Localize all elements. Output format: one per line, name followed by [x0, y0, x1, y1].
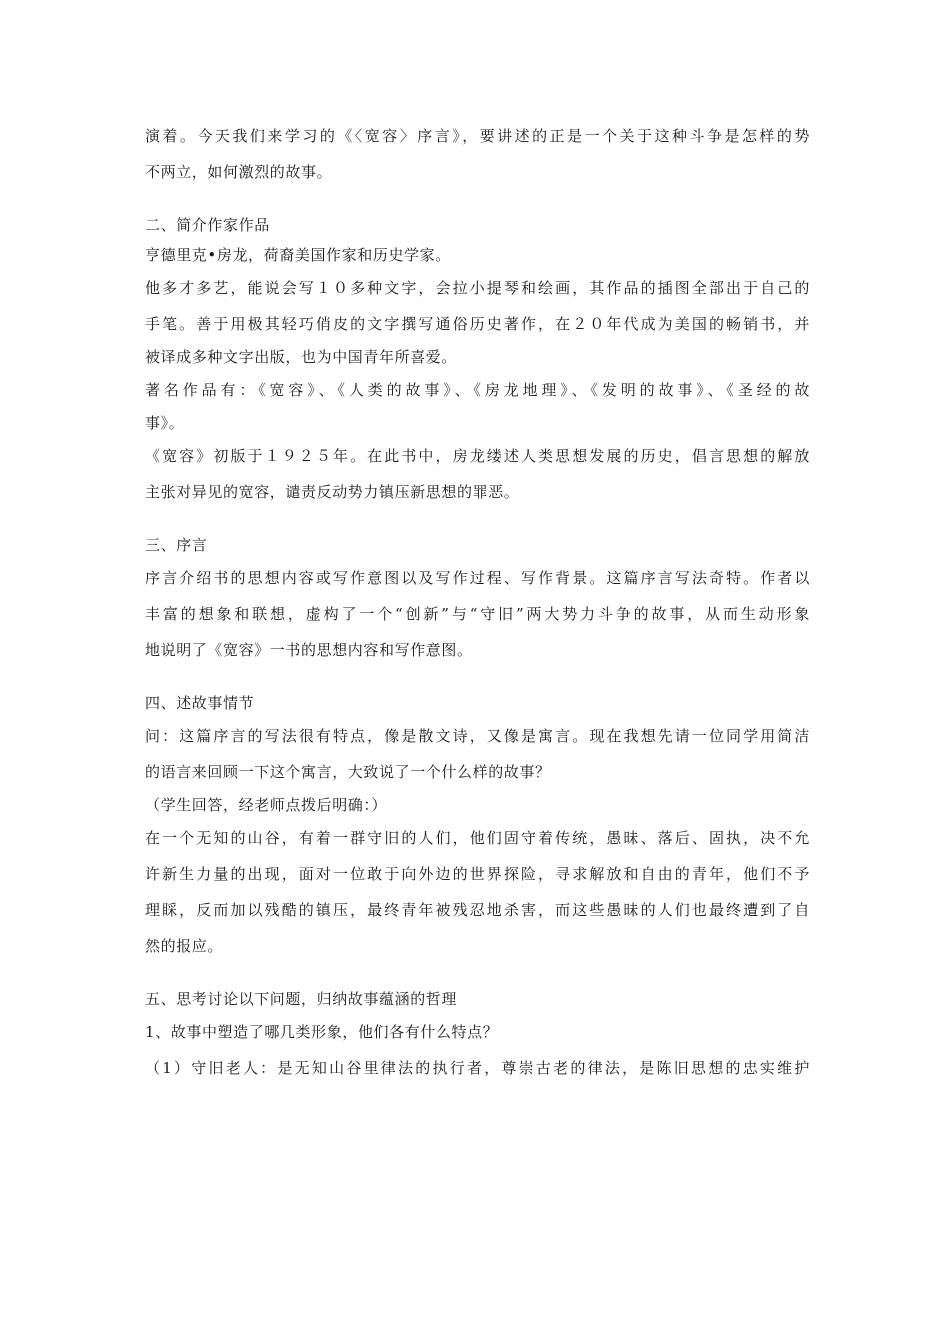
answer-line-2: 许新生力量的出现，面对一位敢于向外边的世界探险，寻求解放和自由的青年，他们不予	[145, 865, 810, 883]
bio-line-1: 他多才多艺，能说会写１０多种文字，会拉小提琴和绘画，其作品的插图全部出于自己的	[145, 279, 810, 297]
section-5-heading: 五、思考讨论以下问题，归纳故事蕴涵的哲理	[145, 990, 458, 1008]
teacher-note: （学生回答，经老师点拨后明确：）	[145, 796, 388, 814]
tolerance-line-2: 主张对异见的宽容，谴责反动势力镇压新思想的罪恶。	[145, 483, 520, 501]
section-3-heading: 三、序言	[145, 536, 208, 554]
bio-line-3: 被译成多种文字出版，也为中国青年所喜爱。	[145, 348, 458, 366]
discussion-question-1: 1、故事中塑造了哪几类形象，他们各有什么特点？	[145, 1023, 499, 1041]
question-line-2: 的语言来回顾一下这个寓言，大致说了一个什么样的故事？	[145, 763, 551, 781]
author-line: 亨德里克•房龙，荷裔美国作家和历史学家。	[145, 246, 451, 264]
section-2-heading: 二、简介作家作品	[145, 216, 270, 234]
section-4-heading: 四、述故事情节	[145, 694, 255, 712]
intro-line-1: 演着。今天我们来学习的《〈宽容〉序言》，要讲述的正是一个关于这种斗争是怎样的势	[145, 127, 810, 145]
intro-line-2: 不两立，如何激烈的故事。	[145, 163, 333, 181]
answer-line-4: 然的报应。	[145, 937, 224, 955]
answer-line-3: 理睬，反而加以残酷的镇压，最终青年被残忍地杀害，而这些愚昧的人们也最终遭到了自	[145, 901, 810, 919]
works-line-2: 事》。	[145, 414, 185, 432]
answer-line-1: 在一个无知的山谷，有着一群守旧的人们，他们固守着传统，愚昧、落后、固执，决不允	[145, 829, 810, 847]
preface-line-2: 丰富的想象和联想，虚构了一个“创新”与“守旧”两大势力斗争的故事，从而生动形象	[145, 605, 810, 623]
tolerance-line-1: 《宽容》初版于１９２５年。在此书中，房龙缕述人类思想发展的历史，倡言思想的解放	[145, 447, 810, 465]
works-line-1: 著名作品有：《宽容》、《人类的故事》、《房龙地理》、《发明的故事》、《圣经的故	[145, 381, 810, 399]
document-body	[145, 118, 810, 1086]
bio-line-2: 手笔。善于用极其轻巧俏皮的文字撰写通俗历史著作，在２０年代成为美国的畅销书，并	[145, 315, 810, 333]
question-line-1: 问：这篇序言的写法很有特点，像是散文诗，又像是寓言。现在我想先请一位同学用简洁	[145, 727, 810, 745]
preface-line-1: 序言介绍书的思想内容或写作意图以及写作过程、写作背景。这篇序言写法奇特。作者以	[145, 569, 810, 587]
discussion-answer-1-line-1: （1）守旧老人：是无知山谷里律法的执行者，尊崇古老的律法，是陈旧思想的忠实维护	[145, 1059, 810, 1077]
preface-line-3: 地说明了《宽容》一书的思想内容和写作意图。	[145, 641, 473, 659]
